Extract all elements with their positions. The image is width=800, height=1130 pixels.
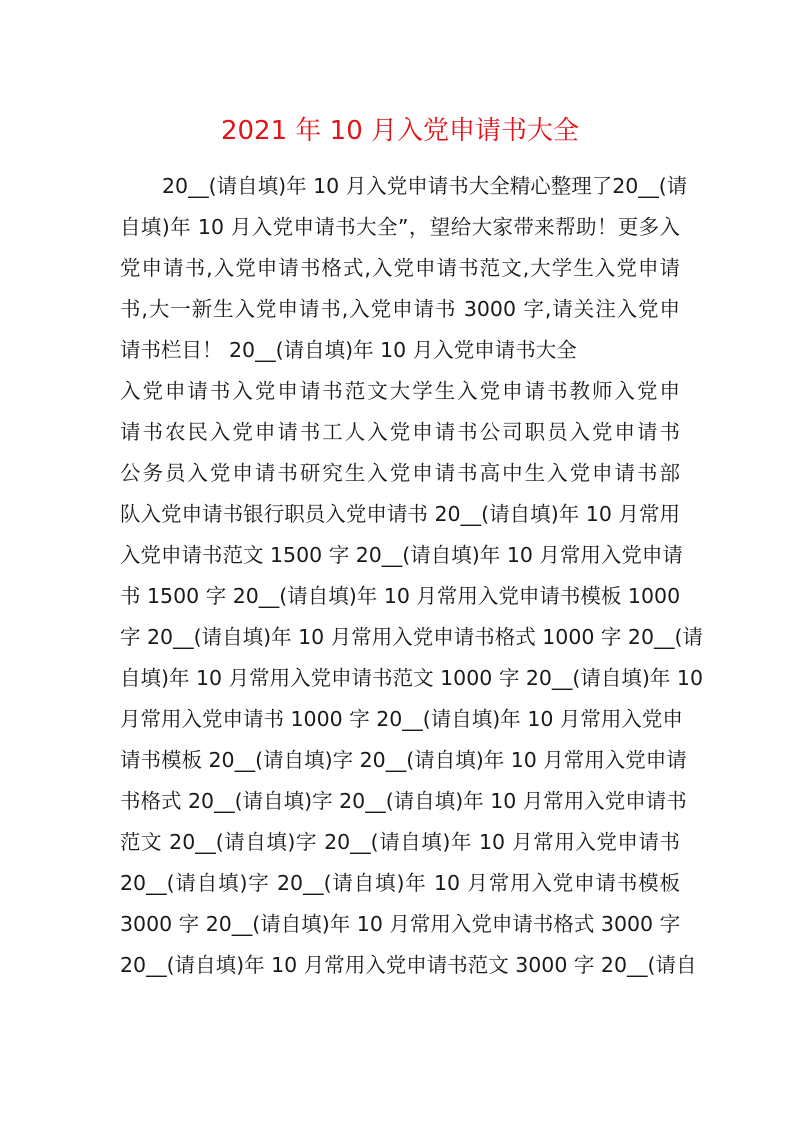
text-line: 入党申请书范文 1500 字 20__(请自填)年 10 月常用入党申请: [120, 543, 683, 567]
text-line: 字 20__(请自填)年 10 月常用入党申请书格式 1000 字 20__(请: [120, 625, 704, 649]
text-line: 请书栏目！ 20__(请自填)年 10 月入党申请书大全: [120, 338, 577, 362]
text-line: 自填)年 10 月入党申请书大全”，望给大家带来帮助！更多入: [120, 215, 680, 239]
text-line: 党申请书,入党申请书格式,入党申请书范文,大学生入党申请: [120, 256, 680, 280]
text-line: 队入党申请书银行职员入党申请书 20__(请自填)年 10 月常用: [120, 502, 680, 526]
text-line: 月常用入党申请书 1000 字 20__(请自填)年 10 月常用入党申: [120, 707, 683, 731]
text-line: 书,大一新生入党申请书,入党申请书 3000 字,请关注入党申: [120, 297, 680, 321]
text-line: 20__(请自填)年 10 月常用入党申请书范文 3000 字 20__(请自: [120, 953, 697, 977]
text-line: 请书农民入党申请书工人入党申请书公司职员入党申请书: [120, 420, 680, 444]
text-line: 自填)年 10 月常用入党申请书范文 1000 字 20__(请自填)年 10: [120, 666, 704, 690]
text-line: 公务员入党申请书研究生入党申请书高中生入党申请书部: [120, 461, 680, 485]
text-line: 书 1500 字 20__(请自填)年 10 月常用入党申请书模板 1000: [120, 584, 681, 608]
text-line: 范文 20__(请自填)字 20__(请自填)年 10 月常用入党申请书: [120, 830, 680, 854]
text-line: 3000 字 20__(请自填)年 10 月常用入党申请书格式 3000 字: [120, 912, 681, 936]
document-body: [120, 166, 704, 986]
document-title: 2021 年 10 月入党申请书大全: [220, 116, 580, 146]
text-line: 请书模板 20__(请自填)字 20__(请自填)年 10 月常用入党申请: [120, 748, 687, 772]
text-line: 书格式 20__(请自填)字 20__(请自填)年 10 月常用入党申请书: [120, 789, 687, 813]
text-line: 20__(请自填)年 10 月入党申请书大全精心整理了20__(请: [162, 174, 688, 198]
text-line: 20__(请自填)字 20__(请自填)年 10 月常用入党申请书模板: [120, 871, 680, 895]
text-line: 入党申请书入党申请书范文大学生入党申请书教师入党申: [120, 379, 680, 403]
